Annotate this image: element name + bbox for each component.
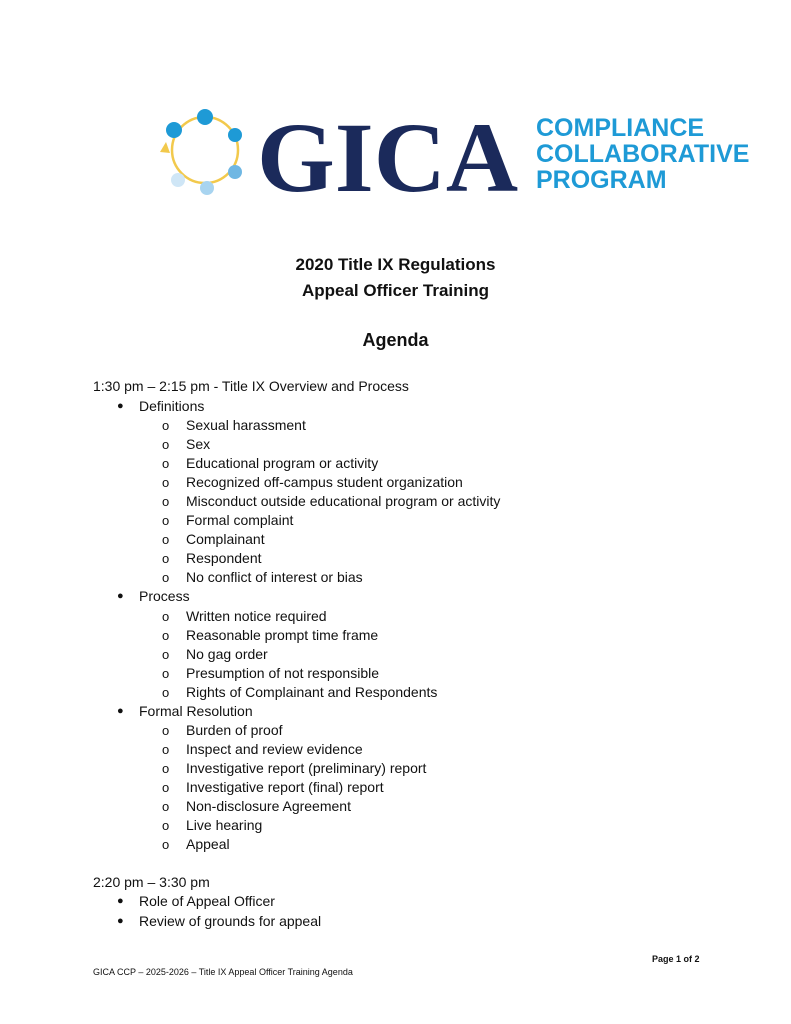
list-item: Non-disclosure Agreement bbox=[186, 798, 351, 814]
circle-bullet-icon: o bbox=[162, 532, 170, 547]
list-item: Live hearing bbox=[186, 817, 263, 833]
circle-bullet-icon: o bbox=[162, 418, 170, 433]
circle-bullet-icon: o bbox=[162, 799, 170, 814]
list-item: Investigative report (final) report bbox=[186, 779, 384, 795]
circle-bullet-icon: o bbox=[162, 609, 170, 624]
list-item: Rights of Complainant and Respondents bbox=[186, 684, 438, 700]
circle-bullet-icon: o bbox=[162, 570, 170, 585]
footer-doc-label: GICA CCP – 2025-2026 – Title IX Appeal Officer Training Agenda bbox=[93, 967, 353, 977]
circle-bullet-icon: o bbox=[162, 780, 170, 795]
agenda-heading: Agenda bbox=[362, 330, 429, 350]
definitions-label: Definitions bbox=[139, 398, 205, 414]
logo-tagline-1: COMPLIANCE bbox=[536, 114, 705, 142]
session-1-heading: 1:30 pm – 2:15 pm - Title IX Overview and Process bbox=[93, 378, 409, 394]
process-label: Process bbox=[139, 588, 190, 604]
list-item: Misconduct outside educational program or activity bbox=[186, 493, 501, 509]
list-item: Review of grounds for appeal bbox=[139, 913, 322, 929]
formal-resolution-label: Formal Resolution bbox=[139, 703, 253, 719]
circle-bullet-icon: o bbox=[162, 685, 170, 700]
list-item: No conflict of interest or bias bbox=[186, 569, 363, 585]
list-item: Sexual harassment bbox=[186, 417, 306, 433]
list-item: Formal complaint bbox=[186, 512, 294, 528]
bullet-icon: ● bbox=[117, 895, 124, 907]
list-item: Role of Appeal Officer bbox=[139, 893, 275, 909]
list-item: Reasonable prompt time frame bbox=[186, 627, 379, 643]
session-2-heading: 2:20 pm – 3:30 pm bbox=[93, 874, 210, 890]
doc-title-line-1: 2020 Title IX Regulations bbox=[295, 255, 496, 274]
circle-bullet-icon: o bbox=[162, 723, 170, 738]
list-item: Presumption of not responsible bbox=[186, 665, 379, 681]
logo-wordmark: GICA bbox=[257, 102, 519, 200]
list-item: Educational program or activity bbox=[186, 455, 379, 471]
list-item: Appeal bbox=[186, 836, 230, 852]
circle-bullet-icon: o bbox=[162, 761, 170, 776]
circle-bullet-icon: o bbox=[162, 666, 170, 681]
bullet-icon: ● bbox=[117, 705, 124, 717]
circle-bullet-icon: o bbox=[162, 837, 170, 852]
list-item: Investigative report (preliminary) report bbox=[186, 760, 427, 776]
list-item: Inspect and review evidence bbox=[186, 741, 363, 757]
list-item: No gag order bbox=[186, 646, 268, 662]
list-item: Written notice required bbox=[186, 608, 327, 624]
list-item: Respondent bbox=[186, 550, 262, 566]
circle-bullet-icon: o bbox=[162, 742, 170, 757]
logo-tagline-3: PROGRAM bbox=[536, 166, 667, 194]
list-item: Sex bbox=[186, 436, 211, 452]
circle-bullet-icon: o bbox=[162, 494, 170, 509]
bullet-icon: ● bbox=[117, 590, 124, 602]
list-item: Complainant bbox=[186, 531, 265, 547]
logo-tagline-2: COLLABORATIVE bbox=[536, 140, 750, 168]
list-item: Burden of proof bbox=[186, 722, 283, 738]
circle-bullet-icon: o bbox=[162, 551, 170, 566]
circle-bullet-icon: o bbox=[162, 628, 170, 643]
circle-bullet-icon: o bbox=[162, 475, 170, 490]
page-number: Page 1 of 2 bbox=[652, 954, 700, 964]
circle-bullet-icon: o bbox=[162, 647, 170, 662]
bullet-icon: ● bbox=[117, 915, 124, 927]
list-item: Recognized off-campus student organization bbox=[186, 474, 463, 490]
circle-bullet-icon: o bbox=[162, 818, 170, 833]
circle-bullet-icon: o bbox=[162, 437, 170, 452]
doc-title-line-2: Appeal Officer Training bbox=[301, 281, 490, 300]
gica-logo bbox=[150, 100, 750, 200]
circle-emblem-icon bbox=[160, 109, 242, 195]
circle-bullet-icon: o bbox=[162, 513, 170, 528]
bullet-icon: ● bbox=[117, 400, 124, 412]
circle-bullet-icon: o bbox=[162, 456, 170, 471]
